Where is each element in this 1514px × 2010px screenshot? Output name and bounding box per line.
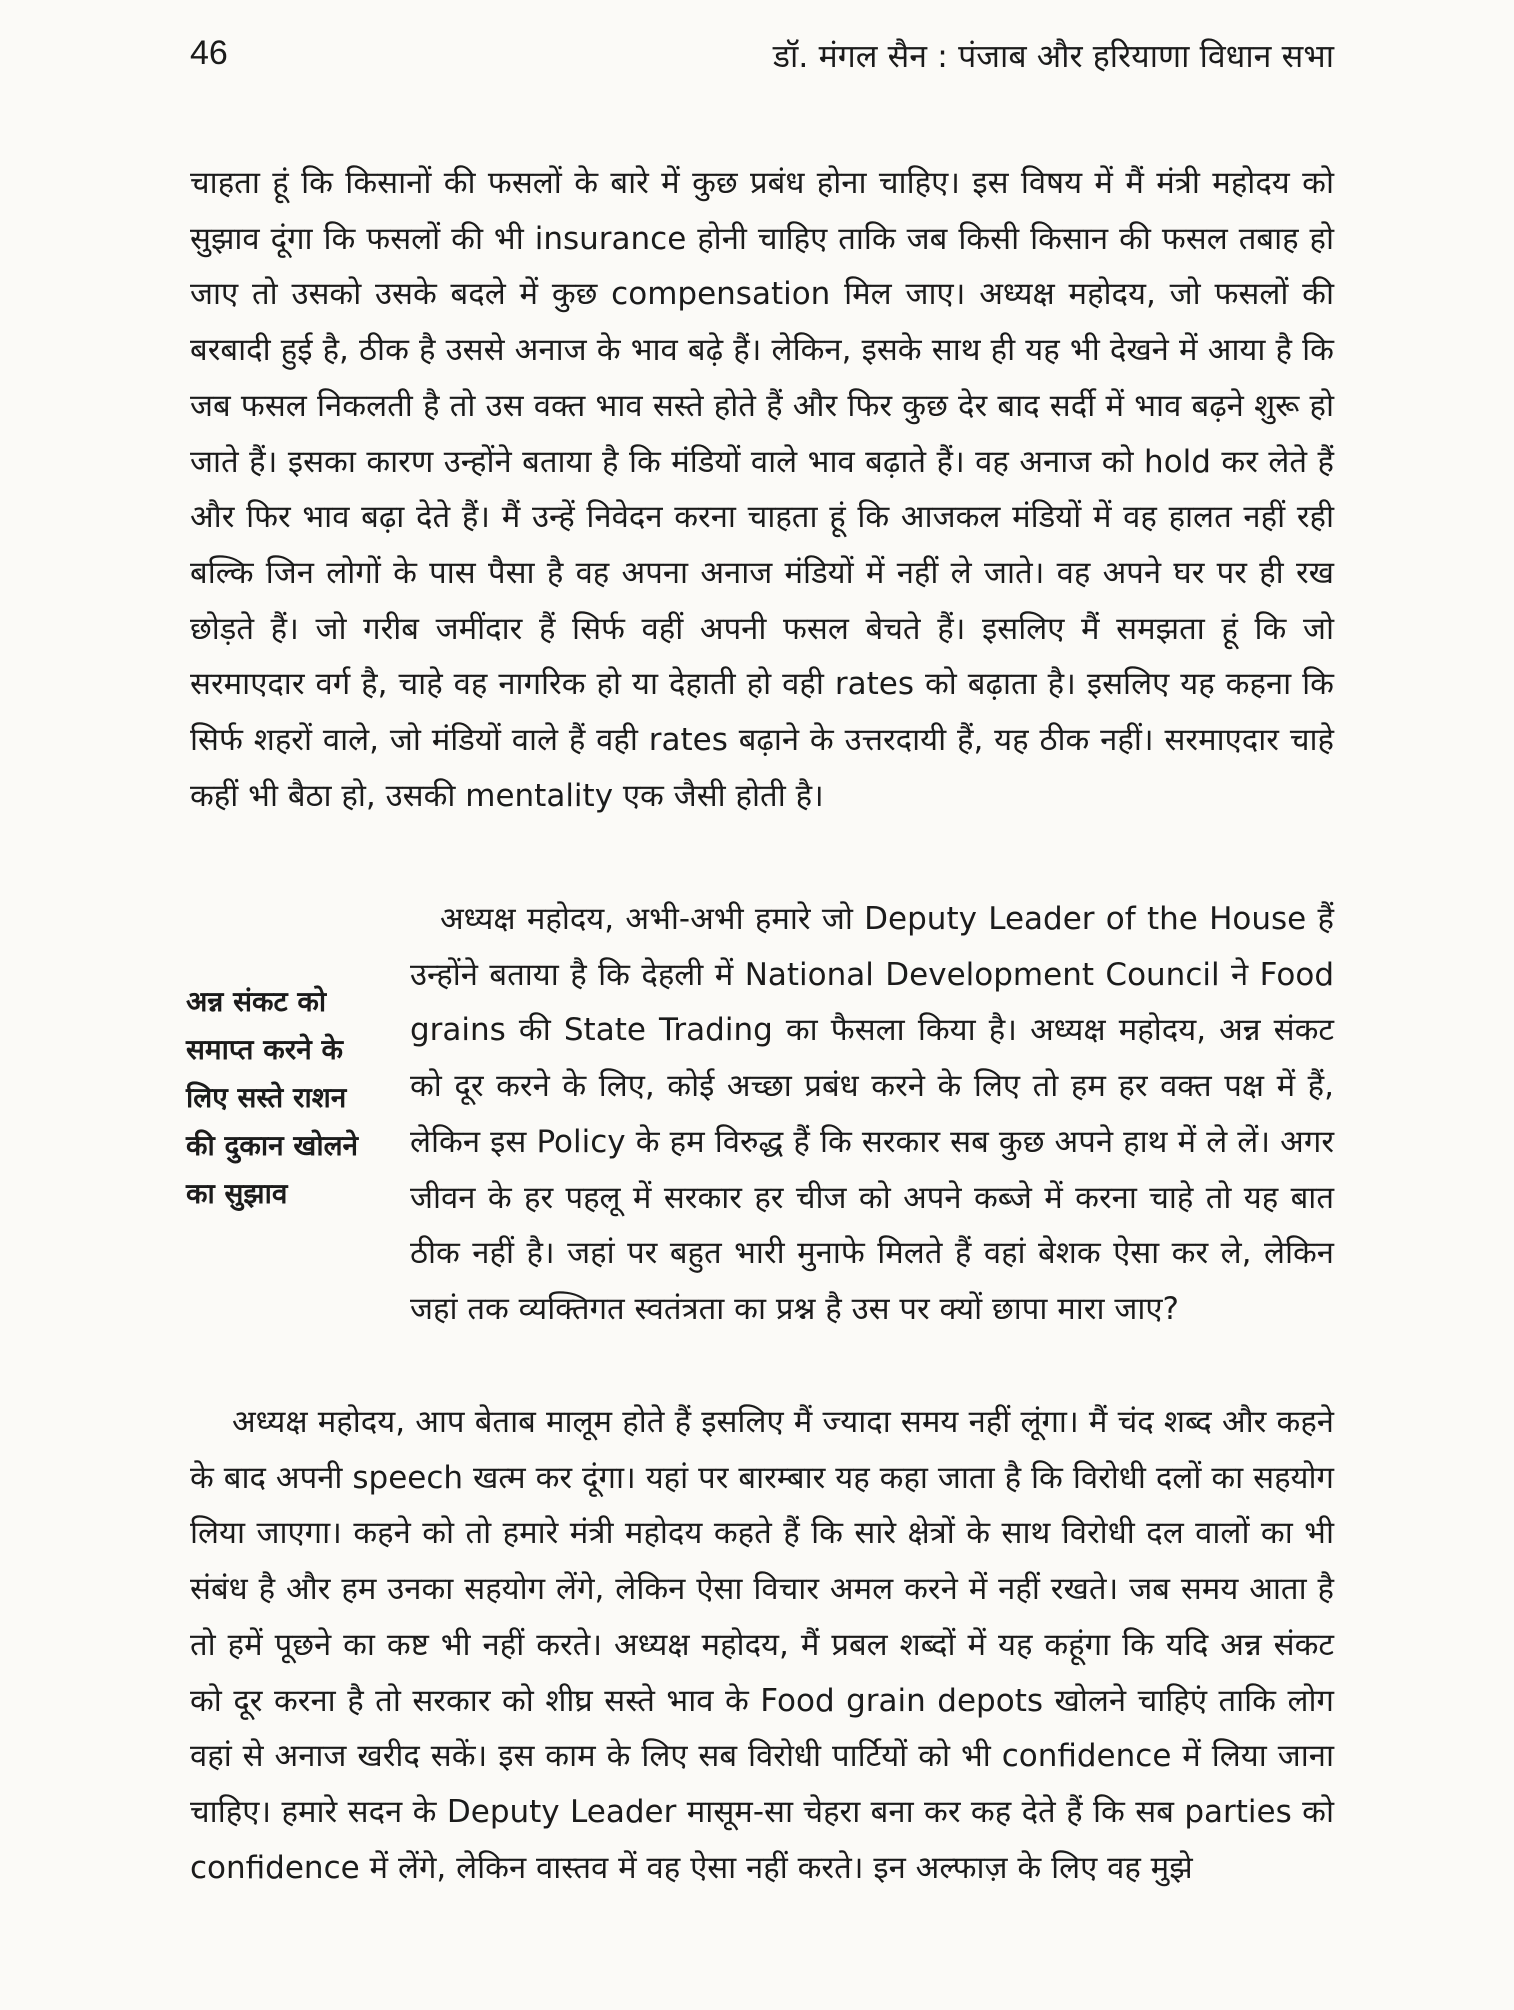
body-paragraph-2: अध्यक्ष महोदय, अभी-अभी हमारे जो Deputy Leader of the House हैं उन्होंने बताया है कि देहली में National Development Council ने Food grains की State Trading का फैसला किया है। अध्यक्ष महोदय, अन्न संकट को दूर करने के लिए, कोई अच्छा प्रबंध करने के लिए तो हम हर वक्त पक्ष में हैं, लेकिन इस Policy के हम विरुद्ध हैं कि सरकार सब कुछ अपने हाथ में ले लें। अगर जीवन के हर पहलू में सरकार हर चीज को अपने कब्जे में करना चाहे तो यह बात ठीक नहीं है। जहां पर बहुत भारी मुनाफे मिलते हैं वहां बेशक ऐसा कर ले, लेकिन जहां तक व्यक्तिगत स्वतंत्रता का प्रश्न है उस पर क्यों छापा मारा जाए? <box>410 901 1334 1327</box>
page-header <box>190 28 1334 88</box>
page-number: 46 <box>190 34 228 72</box>
body-paragraph-1: चाहता हूं कि किसानों की फसलों के बारे में कुछ प्रबंध होना चाहिए। इस विषय में मैं मंत्री महोदय को सुझाव दूंगा कि फसलों की भी insurance होनी चाहिए ताकि जब किसी किसान की फसल तबाह हो जाए तो उसको उसके बदले में कुछ compensation मिल जाए। अध्यक्ष महोदय, जो फसलों की बरबादी हुई है, ठीक है उससे अनाज के भाव बढ़े हैं। लेकिन, इसके साथ ही यह भी देखने में आया है कि जब फसल निकलती है तो उस वक्त भाव सस्ते होते हैं और फिर कुछ देर बाद सर्दी में भाव बढ़ने शुरू हो जाते हैं। इसका कारण उन्होंने बताया है कि मंडियों वाले भाव बढ़ाते हैं। वह अनाज को hold कर लेते हैं और फिर भाव बढ़ा देते हैं। मैं उन्हें निवेदन करना चाहता हूं कि आजकल मंडियों में वह हालत नहीं रही बल्कि जिन लोगों के पास पैसा है वह अपना अनाज मंडियों में नहीं ले जाते। वह अपने घर पर ही रख छोड़ते हैं। जो गरीब जमींदार हैं सिर्फ वहीं अपनी फसल बेचते हैं। इसलिए मैं समझता हूं कि जो सरमाएदार वर्ग है, चाहे वह नागरिक हो या देहाती हो वही rates को बढ़ाता है। इसलिए यह कहना कि सिर्फ शहरों वाले, जो मंडियों वाले हैं वही rates बढ़ाने के उत्तरदायी हैं, यह ठीक नहीं। सरमाएदार चाहे कहीं भी बैठा हो, उसकी mentality एक जैसी होती है। <box>190 165 1334 814</box>
margin-side-note: अन्न संकट को समाप्त करने के लिए सस्ते राशन की दुकान खोलने का सुझाव <box>186 985 359 1210</box>
body-paragraph-3: अध्यक्ष महोदय, आप बेताब मालूम होते हैं इसलिए मैं ज्यादा समय नहीं लूंगा। मैं चंद शब्द और कहने के बाद अपनी speech खत्म कर दूंगा। यहां पर बारम्बार यह कहा जाता है कि विरोधी दलों का सहयोग लिया जाएगा। कहने को तो हमारे मंत्री महोदय कहते हैं कि सारे क्षेत्रों के साथ विरोधी दल वालों का भी संबंध है और हम उनका सहयोग लेंगे, लेकिन ऐसा विचार अमल करने में नहीं रखते। जब समय आता है तो हमें पूछने का कष्ट भी नहीं करते। अध्यक्ष महोदय, मैं प्रबल शब्दों में यह कहूंगा कि यदि अन्न संकट को दूर करना है तो सरकार को शीघ्र सस्ते भाव के Food grain depots खोलने चाहिएं ताकि लोग वहां से अनाज खरीद सकें। इस काम के लिए सब विरोधी पार्टियों को भी confidence में लिया जाना चाहिए। हमारे सदन के Deputy Leader मासूम-सा चेहरा बना कर कह देते हैं कि सब parties को confidence में लेंगे, लेकिन वास्तव में वह ऐसा नहीं करते। इन अल्फाज़ के लिए वह मुझे <box>190 1404 1334 1886</box>
running-head: डॉ. मंगल सैन : पंजाब और हरियाणा विधान सभा <box>772 37 1334 75</box>
